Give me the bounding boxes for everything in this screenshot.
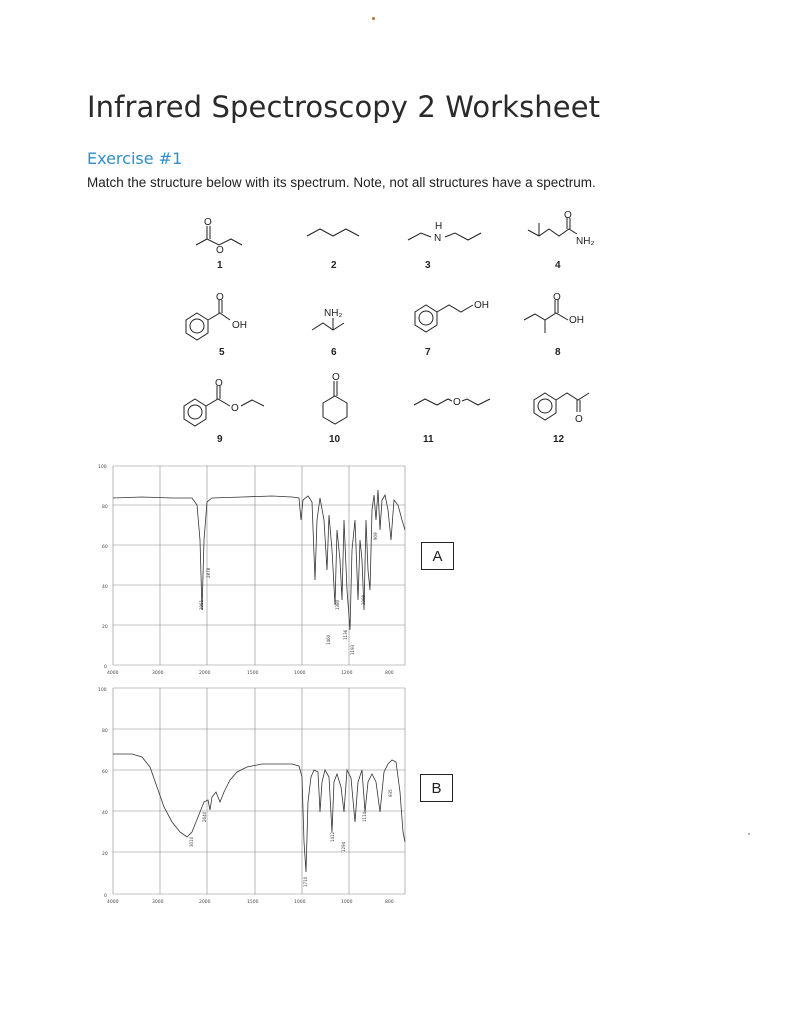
svg-text:1000: 1000 <box>294 671 306 676</box>
structure-1-number: 1 <box>217 260 223 271</box>
s5-o: O <box>216 292 224 303</box>
s5-oh: OH <box>232 320 247 331</box>
svg-text:1710: 1710 <box>303 876 308 887</box>
structure-6 <box>312 318 344 330</box>
s7-oh: OH <box>474 300 489 311</box>
spectrum-a-grid <box>113 466 405 665</box>
structure-2 <box>307 229 359 236</box>
s11-o: O <box>453 397 461 408</box>
structure-8-number: 8 <box>555 347 561 358</box>
svg-text:0: 0 <box>104 665 107 670</box>
s8-o: O <box>553 292 561 303</box>
spectrum-b-peak-labels <box>189 789 393 887</box>
svg-text:1380: 1380 <box>335 599 340 610</box>
s4-nh2: NH₂ <box>576 236 595 247</box>
page-title: Infrared Spectroscopy 2 Worksheet <box>87 90 601 124</box>
svg-text:20: 20 <box>102 852 108 857</box>
s10-o: O <box>332 372 340 383</box>
s9-carbonyl-o: O <box>215 378 223 389</box>
spectrum-a-trace <box>113 490 405 630</box>
s1-ester-o: O <box>216 245 224 256</box>
structure-11 <box>414 399 490 405</box>
svg-text:100: 100 <box>98 465 107 470</box>
structure-9 <box>184 386 264 426</box>
s1-carbonyl-o: O <box>204 217 212 228</box>
svg-text:1500: 1500 <box>247 900 259 905</box>
structure-5-number: 5 <box>219 347 225 358</box>
svg-text:1090: 1090 <box>361 594 366 605</box>
structure-5 <box>186 300 230 340</box>
svg-text:20: 20 <box>102 625 108 630</box>
svg-text:60: 60 <box>102 545 108 550</box>
structure-10 <box>323 381 347 424</box>
structure-4-number: 4 <box>555 260 561 271</box>
structure-11-number: 11 <box>423 434 434 445</box>
svg-text:2000: 2000 <box>199 900 211 905</box>
structure-3 <box>408 233 481 240</box>
s4-o: O <box>564 210 572 221</box>
svg-text:60: 60 <box>102 770 108 775</box>
svg-text:100: 100 <box>98 688 107 693</box>
svg-text:40: 40 <box>102 585 108 590</box>
svg-text:1500: 1500 <box>247 671 259 676</box>
structure-1 <box>196 226 242 245</box>
instructions-text: Match the structure below with its spectrum. Note, not all structures have a spectrum. <box>87 175 596 190</box>
spectrum-b-ticks <box>98 687 394 905</box>
structure-12-number: 12 <box>553 434 565 445</box>
speck-right <box>748 833 750 835</box>
svg-text:1000: 1000 <box>294 900 306 905</box>
svg-text:2961: 2961 <box>199 599 204 610</box>
structures-panel <box>0 0 791 460</box>
svg-text:3000: 3000 <box>152 671 164 676</box>
svg-text:0: 0 <box>104 894 107 899</box>
exercise-heading: Exercise #1 <box>87 149 183 168</box>
svg-text:800: 800 <box>385 671 394 676</box>
structure-7 <box>415 305 473 332</box>
structure-9-number: 9 <box>217 434 223 445</box>
spectrum-b <box>92 682 412 917</box>
s3-h: H <box>435 221 443 232</box>
s12-o: O <box>575 414 583 425</box>
svg-text:1136: 1136 <box>343 629 348 640</box>
svg-text:40: 40 <box>102 811 108 816</box>
svg-text:1460: 1460 <box>326 634 331 645</box>
structure-2-number: 2 <box>331 260 337 271</box>
svg-text:2640: 2640 <box>202 811 207 822</box>
svg-text:2000: 2000 <box>199 671 211 676</box>
s9-ester-o: O <box>231 403 239 414</box>
svg-text:3010: 3010 <box>189 836 194 847</box>
svg-text:1000: 1000 <box>341 900 353 905</box>
svg-text:4000: 4000 <box>107 671 119 676</box>
structure-8 <box>524 300 568 333</box>
svg-text:1412: 1412 <box>330 831 335 842</box>
spectrum-b-label: B <box>420 774 453 802</box>
spectrum-a <box>92 460 412 685</box>
svg-text:1114: 1114 <box>362 811 367 822</box>
spectrum-a-label: A <box>421 542 454 570</box>
svg-text:80: 80 <box>102 505 108 510</box>
svg-text:2878: 2878 <box>206 567 211 578</box>
s8-oh: OH <box>569 315 584 326</box>
structure-10-number: 10 <box>329 434 341 445</box>
svg-text:1200: 1200 <box>341 671 353 676</box>
structure-3-number: 3 <box>425 260 431 271</box>
svg-text:1193: 1193 <box>350 644 355 655</box>
svg-text:935: 935 <box>388 789 393 797</box>
svg-text:80: 80 <box>102 729 108 734</box>
spectrum-a-ticks <box>98 464 394 676</box>
svg-text:909: 909 <box>373 532 378 540</box>
spectrum-b-grid <box>113 688 405 894</box>
svg-text:800: 800 <box>385 900 394 905</box>
s6-nh2: NH₂ <box>324 308 343 319</box>
svg-text:4000: 4000 <box>107 900 119 905</box>
svg-text:1294: 1294 <box>341 841 346 852</box>
structure-7-number: 7 <box>425 347 431 358</box>
s3-n: N <box>434 233 442 244</box>
structure-6-number: 6 <box>331 347 337 358</box>
svg-text:3000: 3000 <box>152 900 164 905</box>
